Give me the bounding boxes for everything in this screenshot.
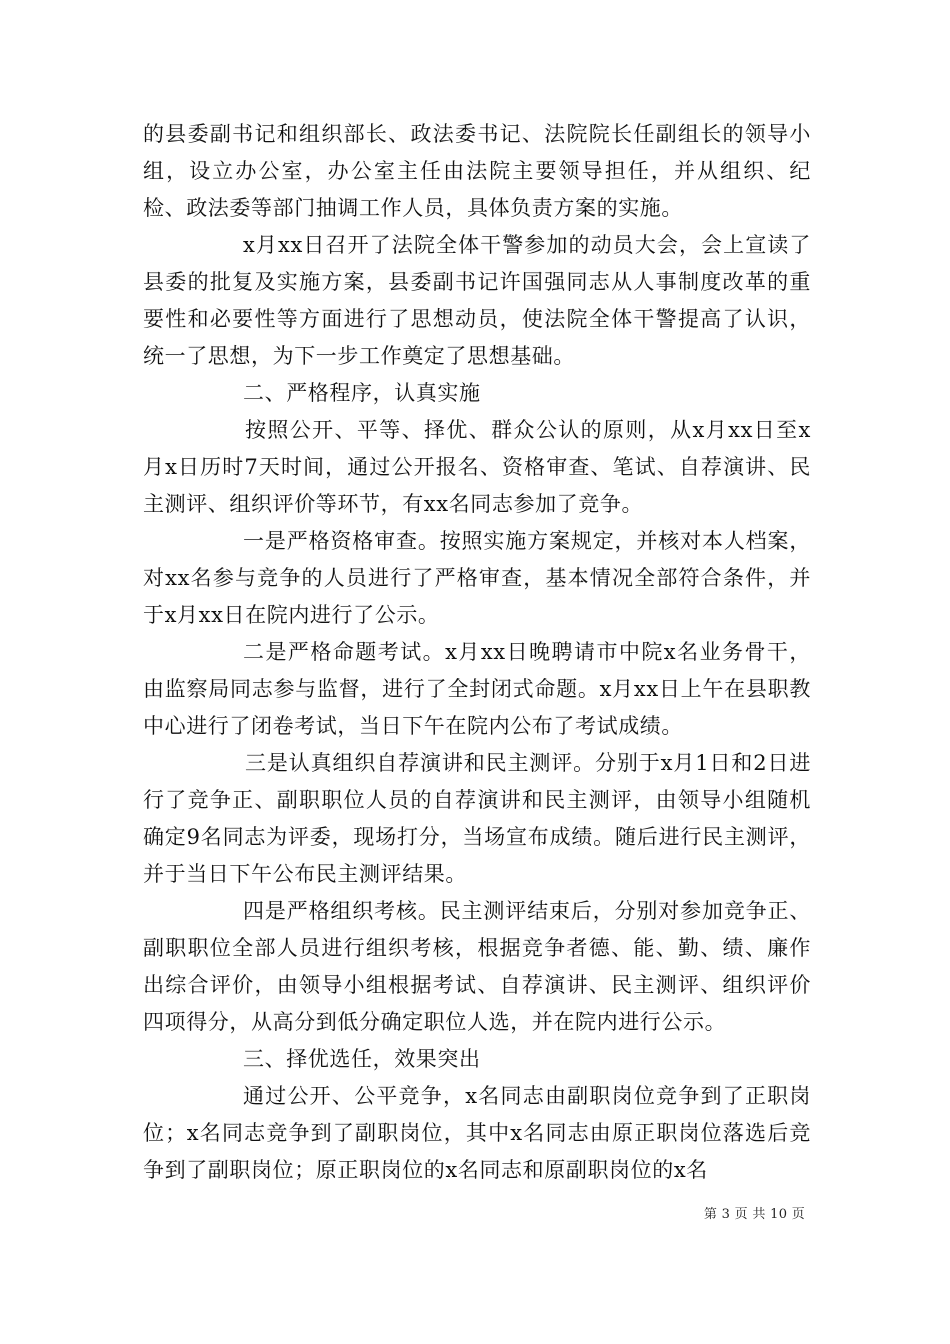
section-heading-selection: 三、择优选任，效果突出 bbox=[243, 1047, 481, 1071]
paragraph-exam: 二是严格命题考试。x月xx日晚聘请市中院x名业务骨干，由监察局同志参与监督，进行了全封闭式命题。x月xx日上午在县职教中心进行了闭卷考试，当日下午在院内公布了考试成绩。 bbox=[143, 640, 811, 738]
document-body bbox=[143, 116, 811, 1189]
section-heading-procedure: 二、严格程序，认真实施 bbox=[243, 381, 481, 405]
paragraph-qualification-review: 一是严格资格审查。按照实施方案规定，并核对本人档案，对xx名参与竞争的人员进行了严格审查，基本情况全部符合条件，并于x月xx日在院内进行了公示。 bbox=[143, 529, 811, 627]
paragraph-leading-group: 的县委副书记和组织部长、政法委书记、法院院长任副组长的领导小组，设立办公室，办公室主任由法院主要领导担任，并从组织、纪检、政法委等部门抽调工作人员，具体负责方案的实施。 bbox=[143, 122, 811, 220]
paragraph-results: 通过公开、公平竞争，x名同志由副职岗位竞争到了正职岗位；x名同志竞争到了副职岗位，其中x名同志由原正职岗位落选后竞争到了副职岗位；原正职岗位的x名同志和原副职岗位的x名 bbox=[143, 1084, 811, 1182]
paragraph-principles: 按照公开、平等、择优、群众公认的原则，从x月xx日至x月x日历时7天时间，通过公开报名、资格审查、笔试、自荐演讲、民主测评、组织评价等环节，有xx名同志参加了竞争。 bbox=[143, 418, 811, 516]
page-number: 第 3 页 共 10 页 bbox=[703, 1207, 805, 1222]
paragraph-speech-evaluation: 三是认真组织自荐演讲和民主测评。分别于x月1日和2日进行了竞争正、副职职位人员的自荐演讲和民主测评，由领导小组随机确定9名同志为评委，现场打分，当场宣布成绩。随后进行民主测评，并于当日下午公布民主测评结果。 bbox=[143, 751, 811, 886]
paragraph-organization-assessment: 四是严格组织考核。民主测评结束后，分别对参加竞争正、副职职位全部人员进行组织考核，根据竞争者德、能、勤、绩、廉作出综合评价，由领导小组根据考试、自荐演讲、民主测评、组织评价四项得分，从高分到低分确定职位人选，并在院内进行公示。 bbox=[143, 899, 811, 1034]
paragraph-mobilization-meeting: x月xx日召开了法院全体干警参加的动员大会，会上宣读了县委的批复及实施方案，县委副书记许国强同志从人事制度改革的重要性和必要性等方面进行了思想动员，使法院全体干警提高了认识，统一了思想，为下一步工作奠定了思想基础。 bbox=[143, 233, 811, 368]
